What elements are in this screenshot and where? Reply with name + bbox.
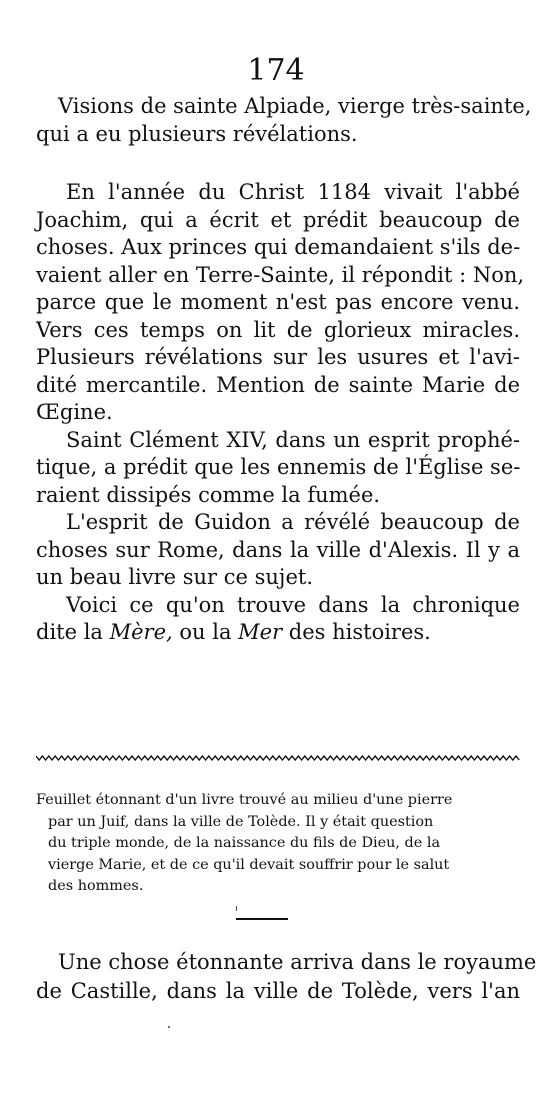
note-line: vierge Marie, et de ce qu'il devait souffrir pour le salut xyxy=(48,856,450,873)
note-line: par un Juif, dans la ville de Tolède. Il y était question xyxy=(48,813,434,830)
chapter-heading xyxy=(36,93,532,148)
text-line-with-italics xyxy=(36,619,520,647)
short-divider xyxy=(236,918,288,920)
text-line: Saint Clément XIV, dans un esprit prophé- xyxy=(66,427,520,452)
note-line: des hommes. xyxy=(48,878,144,894)
text-line: choses sur Rome, dans la ville d'Alexis. Il y a xyxy=(36,537,520,562)
text-fragment: dite la xyxy=(36,620,110,644)
heading-line: Visions de sainte Alpiade, vierge très-sainte, xyxy=(58,94,532,118)
paper-speck xyxy=(168,1026,170,1028)
paper-speck xyxy=(236,906,237,911)
text-fragment: des histoires. xyxy=(282,620,431,644)
text-line: un beau livre sur ce sujet. xyxy=(36,565,313,589)
text-line: tique, a prédit que les ennemis de l'Église se- xyxy=(36,455,521,479)
page-number: 174 xyxy=(247,53,305,88)
next-section-text xyxy=(36,948,537,1006)
text-line: L'esprit de Guidon a révélé beaucoup de xyxy=(66,510,520,534)
text-line: Œgine. xyxy=(36,400,113,424)
text-line: Voici ce qu'on trouve dans la chronique xyxy=(66,592,520,617)
text-line: Plusieurs révélations sur les usures et l'avi- xyxy=(36,345,520,369)
note-line: Feuillet étonnant d'un livre trouvé au milieu d'une pierre xyxy=(36,792,453,808)
text-line: dité mercantile. Mention de sainte Marie de xyxy=(36,372,520,397)
text-line: vaient aller en Terre-Sainte, il répondit : Non, xyxy=(36,262,525,287)
text-fragment: ou la xyxy=(172,620,239,644)
text-line: Vers ces temps on lit de glorieux miracles. xyxy=(36,317,520,342)
text-line: Une chose étonnante arriva dans le royaume xyxy=(58,950,537,974)
italic-word: Mère, xyxy=(109,620,173,644)
note-line: du triple monde, de la naissance du fils de Dieu, de la xyxy=(48,835,441,851)
text-line: parce que le moment n'est pas encore venu. xyxy=(36,290,520,314)
ornamental-wavy-rule xyxy=(36,753,520,763)
text-line: raient dissipés comme la fumée. xyxy=(36,482,381,507)
body-text xyxy=(36,179,525,647)
text-line: En l'année du Christ 1184 vivait l'abbé xyxy=(66,180,520,204)
heading-line: qui a eu plusieurs révélations. xyxy=(36,121,358,146)
section-note xyxy=(36,790,520,898)
italic-word: Mer xyxy=(238,620,283,644)
text-line: de Castille, dans la ville de Tolède, vers l'an xyxy=(36,979,520,1003)
text-line: Joachim, qui a écrit et prédit beaucoup de xyxy=(36,207,520,232)
text-line: choses. Aux princes qui demandaient s'ils de- xyxy=(36,235,521,259)
